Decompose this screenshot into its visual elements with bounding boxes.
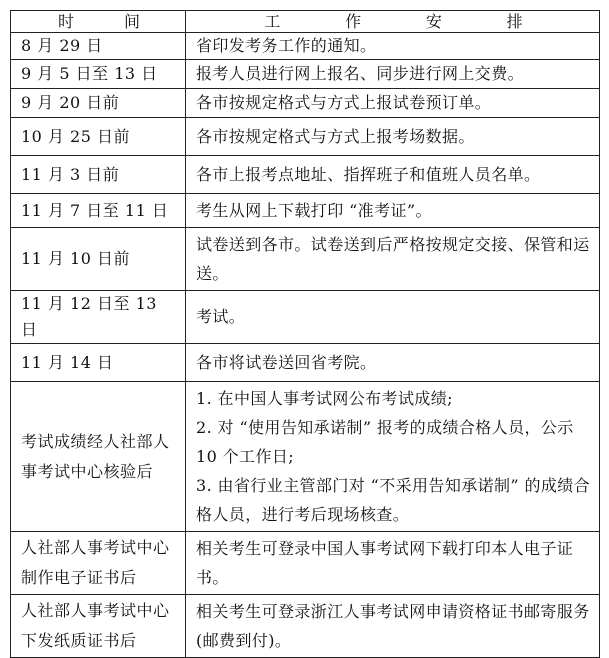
table-row [11, 382, 600, 532]
task-cell: 报考人员进行网上报名、同步进行网上交费。 [186, 60, 600, 89]
header-time [11, 11, 186, 33]
time-cell: 考试成绩经人社部人事考试中心核验后 [11, 382, 186, 532]
task-cell: 省印发考务工作的通知。 [186, 33, 600, 60]
header-task [186, 11, 600, 33]
task-cell: 相关考生可登录浙江人事考试网申请资格证书邮寄服务 (邮费到付)。 [186, 595, 600, 658]
table-row [11, 291, 600, 344]
time-cell: 人社部人事考试中心制作电子证书后 [11, 532, 186, 595]
task-line: 3. 由省行业主管部门对 “不采用告知承诺制” 的成绩合格人员，进行考后现场核查。 [196, 476, 591, 524]
schedule-table [10, 10, 600, 658]
task-cell: 各市将试卷送回省考院。 [186, 344, 600, 382]
table-row [11, 156, 600, 194]
table-row [11, 532, 600, 595]
task-cell: 各市按规定格式与方式上报考场数据。 [186, 118, 600, 156]
header-task-char: 排 [506, 11, 523, 31]
time-cell: 9 月 20 日前 [11, 89, 186, 118]
task-line: 2. 对 “使用告知承诺制” 报考的成绩合格人员，公示 10 个工作日; [196, 418, 574, 466]
time-cell: 11 月 3 日前 [11, 156, 186, 194]
table-row [11, 60, 600, 89]
task-cell: 各市按规定格式与方式上报试卷预订单。 [186, 89, 600, 118]
time-cell: 11 月 14 日 [11, 344, 186, 382]
task-cell: 相关考生可登录中国人事考试网下载打印本人电子证书。 [186, 532, 600, 595]
table-row [11, 595, 600, 658]
table-row [11, 194, 600, 228]
table-row [11, 89, 600, 118]
header-time-char: 间 [123, 11, 140, 31]
time-cell: 11 月 10 日前 [11, 228, 186, 291]
task-line: 1. 在中国人事考试网公布考试成绩; [196, 389, 453, 408]
time-cell: 11 月 12 日至 13 日 [11, 291, 186, 344]
task-cell [186, 382, 600, 532]
header-task-char: 作 [345, 11, 362, 31]
task-cell: 各市上报考点地址、指挥班子和值班人员名单。 [186, 156, 600, 194]
header-task-char: 安 [425, 11, 442, 31]
table-row [11, 228, 600, 291]
table-row [11, 118, 600, 156]
table-header-row [11, 11, 600, 33]
time-cell: 人社部人事考试中心下发纸质证书后 [11, 595, 186, 658]
time-cell: 8 月 29 日 [11, 33, 186, 60]
header-time-char: 时 [57, 11, 74, 31]
task-cell: 试卷送到各市。试卷送到后严格按规定交接、保管和运送。 [186, 228, 600, 291]
task-cell: 考生从网上下载打印 “准考证”。 [186, 194, 600, 228]
task-cell: 考试。 [186, 291, 600, 344]
time-cell: 10 月 25 日前 [11, 118, 186, 156]
table-row [11, 344, 600, 382]
time-cell: 11 月 7 日至 11 日 [11, 194, 186, 228]
table-row [11, 33, 600, 60]
header-task-char: 工 [264, 11, 281, 31]
time-cell: 9 月 5 日至 13 日 [11, 60, 186, 89]
